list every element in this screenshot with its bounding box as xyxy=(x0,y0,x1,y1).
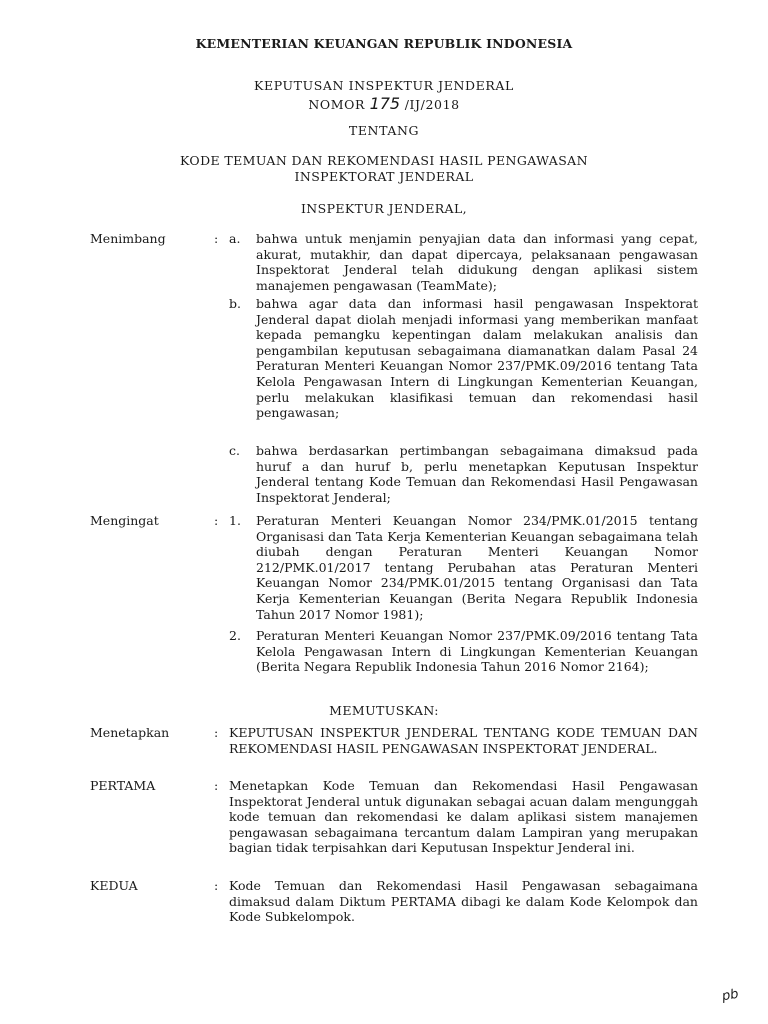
kedua-label: KEDUA xyxy=(90,878,138,893)
menimbang-marker-a: a. xyxy=(229,231,241,246)
kedua-text: Kode Temuan dan Rekomendasi Hasil Pengawasan sebagaimana dimaksud dalam Diktum PERTAMA dibagi ke dalam Kode Kelompok dan Kode Subkelompok. xyxy=(229,878,698,925)
mengingat-label: Mengingat xyxy=(90,513,159,528)
menimbang-label: Menimbang xyxy=(90,231,166,246)
menetapkan-text: KEPUTUSAN INSPEKTUR JENDERAL TENTANG KODE TEMUAN DAN REKOMENDASI HASIL PENGAWASAN INSPEKTORAT JENDERAL. xyxy=(229,725,698,756)
menetapkan-colon: : xyxy=(214,725,219,740)
menimbang-colon: : xyxy=(214,231,219,246)
handwritten-initials: pb xyxy=(720,986,740,1005)
menimbang-item-c: bahwa berdasarkan pertimbangan sebagaimana dimaksud pada huruf a dan huruf b, perlu menetapkan Keputusan Inspektur Jenderal tentang Kode Temuan dan Rekomendasi Hasil Pengawasan Inspektorat Jenderal; xyxy=(256,443,698,505)
tentang-heading: TENTANG xyxy=(348,123,420,138)
mengingat-colon: : xyxy=(214,513,219,528)
ministry-heading: KEMENTERIAN KEUANGAN REPUBLIK INDONESIA xyxy=(195,36,573,51)
subject-line-1: KODE TEMUAN DAN REKOMENDASI HASIL PENGAWASAN xyxy=(180,153,588,168)
pertama-text: Menetapkan Kode Temuan dan Rekomendasi Hasil Pengawasan Inspektorat Jenderal untuk digunakan sebagai acuan dalam mengunggah kode temuan dan rekomendasi ke dalam aplikasi sistem manajemen pengawasan sebagaimana tercantum dalam Lampiran yang merupakan bagian tidak terpisahkan dari Keputusan Inspektur Jenderal ini. xyxy=(229,778,698,856)
pertama-label: PERTAMA xyxy=(90,778,156,793)
pertama-colon: : xyxy=(214,778,219,793)
menimbang-marker-b: b. xyxy=(229,296,241,311)
menimbang-item-a: bahwa untuk menjamin penyajian data dan informasi yang cepat, akurat, mutakhir, dan dapat dipercaya, pelaksanaan pengawasan Inspektorat Jenderal telah didukung dengan aplikasi sistem manajemen pengawasan (TeamMate); xyxy=(256,231,698,293)
memutuskan-heading: MEMUTUSKAN: xyxy=(329,703,439,718)
mengingat-item-2: Peraturan Menteri Keuangan Nomor 237/PMK.09/2016 tentang Tata Kelola Pengawasan Intern di Lingkungan Kementerian Keuangan (Berita Negara Republik Indonesia Tahun 2016 Nomor 2164); xyxy=(256,628,698,675)
menetapkan-label: Menetapkan xyxy=(90,725,170,740)
subject-line-2: INSPEKTORAT JENDERAL xyxy=(294,169,474,184)
mengingat-marker-1: 1. xyxy=(229,513,241,528)
handwritten-number: 175 xyxy=(369,94,401,113)
nomor-suffix: /IJ/2018 xyxy=(404,97,460,112)
official-title: INSPEKTUR JENDERAL, xyxy=(300,201,468,216)
decree-number xyxy=(0,94,768,113)
menimbang-marker-c: c. xyxy=(229,443,240,458)
kedua-colon: : xyxy=(214,878,219,893)
menimbang-item-b: bahwa agar data dan informasi hasil pengawasan Inspektorat Jenderal dapat diolah menjadi informasi yang memberikan manfaat kepada pemangku kepentingan dalam melakukan analisis dan pengambilan keputusan sebagaimana diamanatkan dalam Pasal 24 Peraturan Menteri Keuangan Nomor 237/PMK.09/2016 tentang Tata Kelola Pengawasan Intern di Lingkungan Kementerian Keuangan, perlu melakukan klasifikasi temuan dan rekomendasi hasil pengawasan; xyxy=(256,296,698,421)
decree-subject xyxy=(0,153,768,185)
mengingat-item-1: Peraturan Menteri Keuangan Nomor 234/PMK.01/2015 tentang Organisasi dan Tata Kerja Kementerian Keuangan sebagaimana telah diubah dengan Peraturan Menteri Keuangan Nomor 212/PMK.01/2017 tentang Perubahan atas Peraturan Menteri Keuangan Nomor 234/PMK.01/2015 tentang Organisasi dan Tata Kerja Kementerian Keuangan (Berita Negara Republik Indonesia Tahun 2017 Nomor 1981); xyxy=(256,513,698,622)
mengingat-marker-2: 2. xyxy=(229,628,241,643)
decree-title: KEPUTUSAN INSPEKTUR JENDERAL xyxy=(254,78,514,93)
nomor-prefix: NOMOR xyxy=(308,97,365,112)
